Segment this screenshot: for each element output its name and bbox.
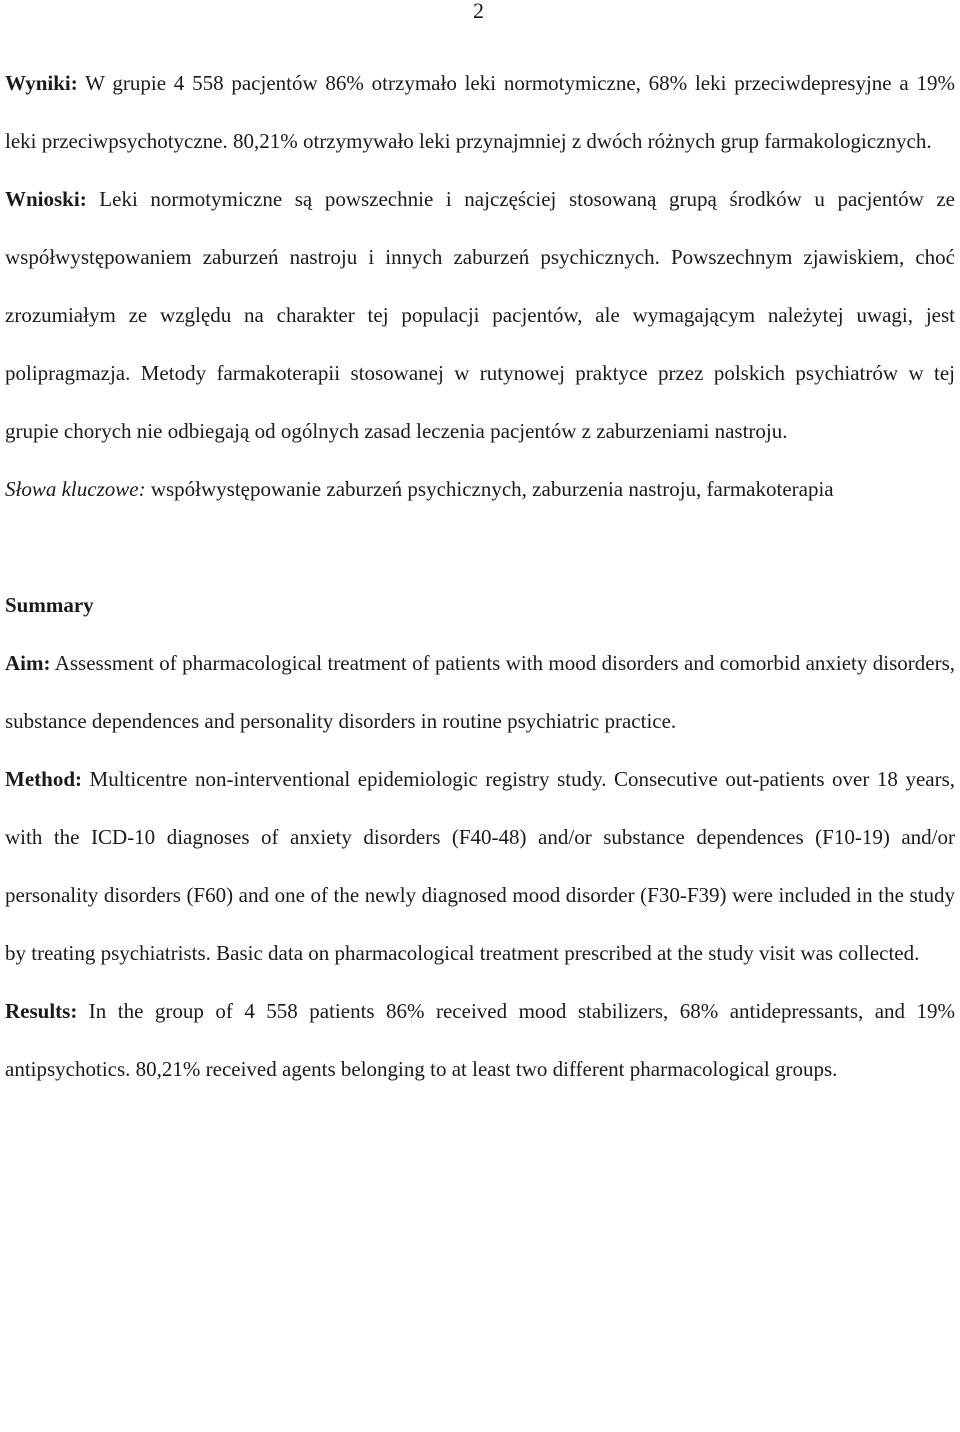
summary-results-paragraph xyxy=(5,982,955,1098)
polish-results-text: W grupie 4 558 pacjentów 86% otrzymało leki normotymiczne, 68% leki przeciwdepresyjne a 19% leki przeciwpsychotyczne. 80,21% otrzymywało leki przynajmniej z dwóch różnych grup farmakologicznych. xyxy=(5,71,955,153)
document-body xyxy=(5,54,955,1098)
polish-conclusions-text: Leki normotymiczne są powszechnie i najczęściej stosowaną grupą środków u pacjentów ze współwystępowaniem zaburzeń nastroju i innych zaburzeń psychicznych. Powszechnym zjawiskiem, choć zrozumiałym ze względu na charakter tej populacji pacjentów, ale wymagającym należytej uwagi, jest polipragmazja. Metody farmakoterapii stosowanej w rutynowej praktyce przez polskich psychiatrów w tej grupie chorych nie odbiegają od ogólnych zasad leczenia pacjentów z zaburzeniami nastroju. xyxy=(5,187,955,443)
summary-results-text: In the group of 4 558 patients 86% received mood stabilizers, 68% antidepressants, and 19% antipsychotics. 80,21% received agents belonging to at least two different pharmacological groups. xyxy=(5,999,955,1081)
summary-method-paragraph xyxy=(5,750,955,982)
polish-conclusions-paragraph xyxy=(5,170,955,460)
page-number-text: 2 xyxy=(473,0,484,23)
section-spacer xyxy=(5,518,955,576)
polish-keywords-text: współwystępowanie zaburzeń psychicznych, zaburzenia nastroju, farmakoterapia xyxy=(145,477,834,501)
polish-keywords-paragraph xyxy=(5,460,955,518)
polish-results-label: Wyniki: xyxy=(5,71,78,95)
summary-method-text: Multicentre non-interventional epidemiologic registry study. Consecutive out-patients over 18 years, with the ICD-10 diagnoses of anxiety disorders (F40-48) and/or substance dependences (F10-19) and/or personality disorders (F60) and one of the newly diagnosed mood disorder (F30-F39) were included in the study by treating psychiatrists. Basic data on pharmacological treatment prescribed at the study visit was collected. xyxy=(5,767,955,965)
summary-aim-text: Assessment of pharmacological treatment of patients with mood disorders and comorbid anxiety disorders, substance dependences and personality disorders in routine psychiatric practice. xyxy=(5,651,955,733)
summary-method-label: Method: xyxy=(5,767,82,791)
summary-aim-label: Aim: xyxy=(5,651,51,675)
polish-results-paragraph xyxy=(5,54,955,170)
polish-keywords-label: Słowa kluczowe: xyxy=(5,477,146,501)
polish-conclusions-label: Wnioski: xyxy=(5,187,87,211)
summary-aim-paragraph xyxy=(5,634,955,750)
summary-results-label: Results: xyxy=(5,999,78,1023)
summary-heading: Summary xyxy=(5,593,94,617)
